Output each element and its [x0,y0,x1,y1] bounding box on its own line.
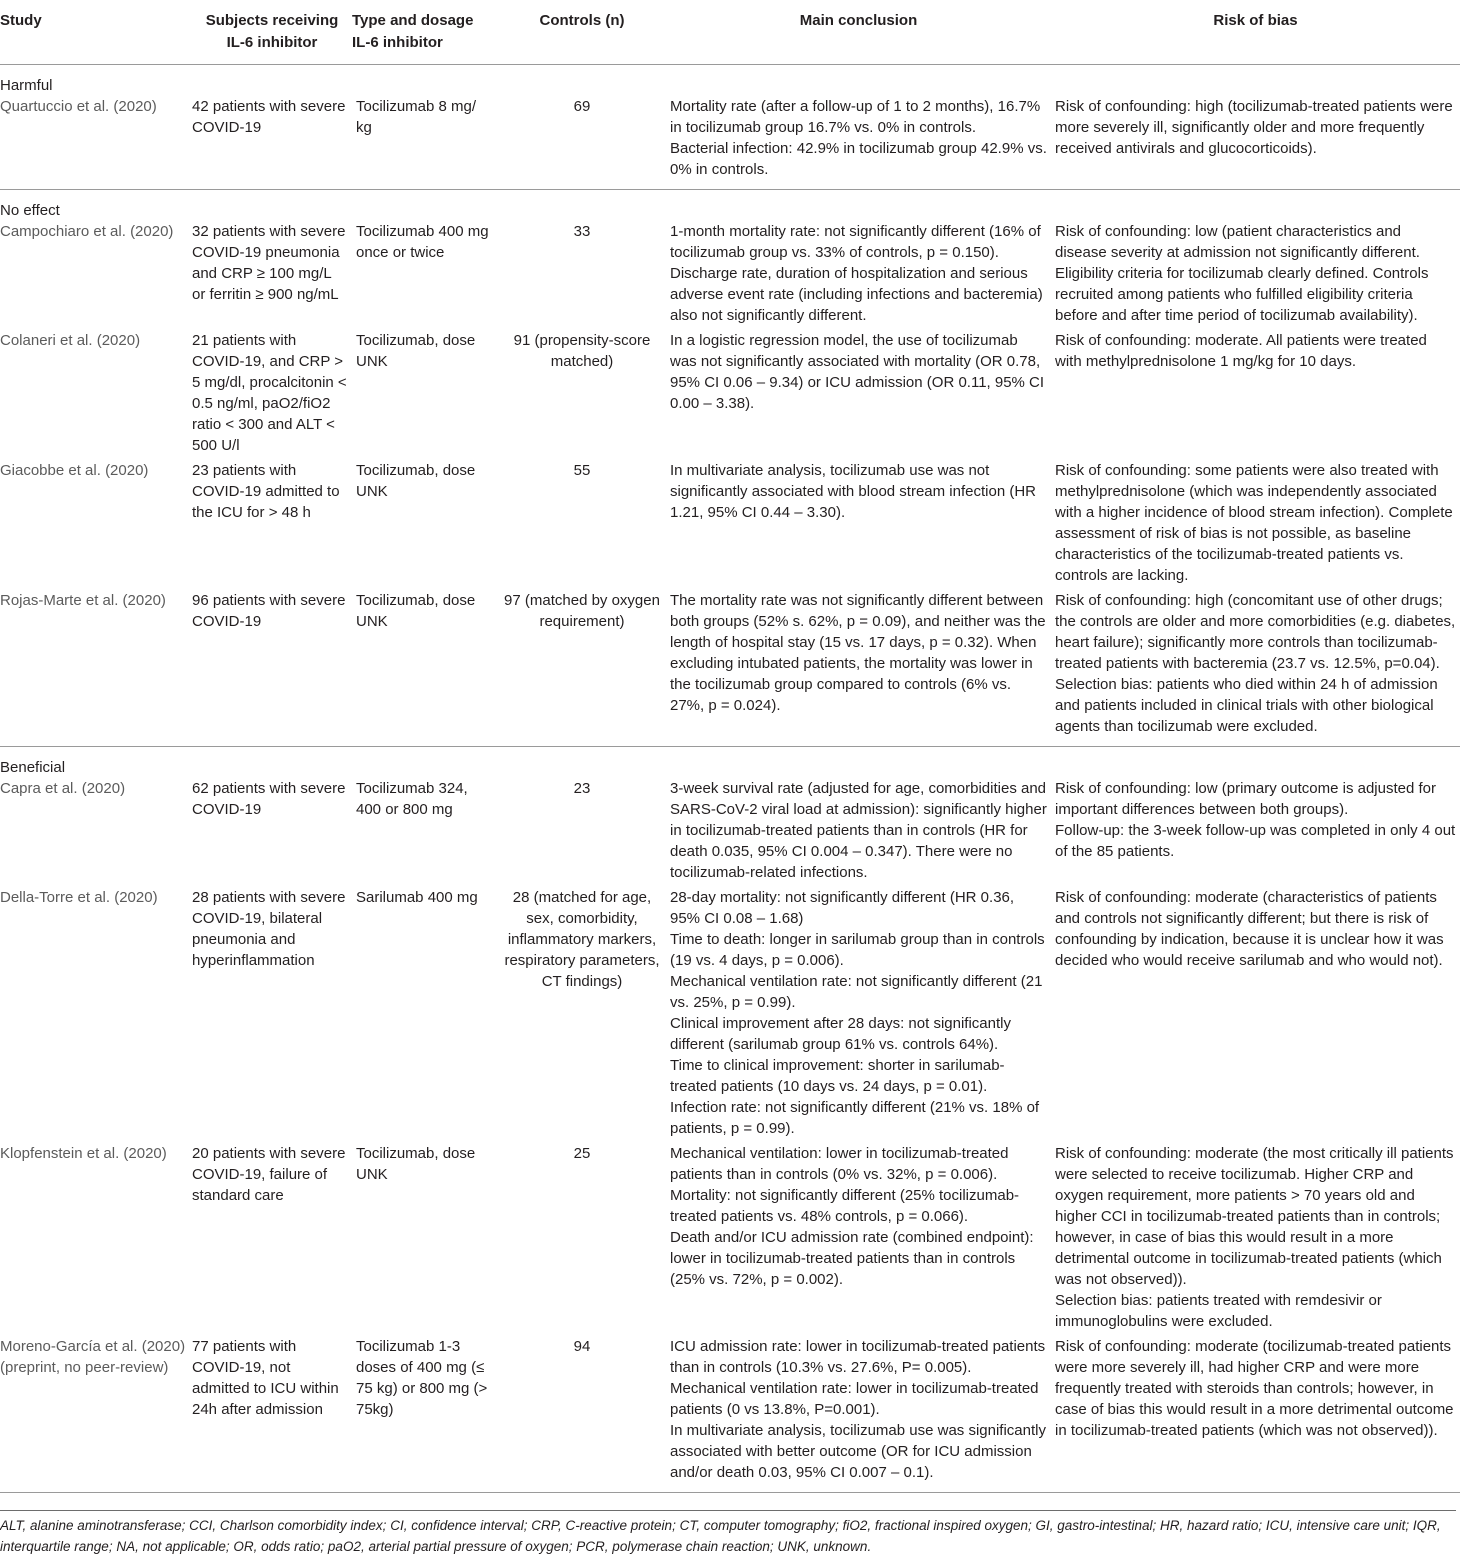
conclusion-paragraph: Clinical improvement after 28 days: not significantly different (sarilumab group 61% vs. controls 64%). [670,1015,1011,1053]
study-cell: Della-Torre et al. (2020) [0,889,158,906]
table-row [0,1336,1460,1493]
header-row [0,0,1460,65]
group-row [0,747,1460,779]
table-row [0,330,1460,460]
conclusion-paragraph: Death and/or ICU admission rate (combined endpoint): lower in tocilizumab-treated patients than in controls (25% vs. 72%, p = 0.002). [670,1229,1034,1288]
bias-cell [1051,96,1460,190]
bias-paragraph: Risk of confounding: moderate. All patients were treated with methylprednisolone 1 mg/kg for 10 days. [1055,332,1427,370]
study-cell: Capra et al. (2020) [0,780,126,797]
type-cell: Tocilizumab, dose UNK [352,590,498,747]
controls-cell: 97 (matched by oxygen requirement) [498,590,666,747]
type-cell: Tocilizumab 1-3 doses of 400 mg (≤ 75 kg) or 800 mg (> 75kg) [352,1336,498,1493]
conclusion-cell [666,1143,1051,1336]
footnote: ALT, alanine aminotransferase; CCI, Charlson comorbidity index; CI, confidence interval; CRP, C-reactive protein; CT, computer tomography; fiO2, fractional inspired oxygen; GI, gastro-intestinal; HR, hazard ratio; ICU, intensive care unit; IQR, interquartile range; NA, not applicable; OR, odds ratio; paO2, arterial partial pressure of oxygen; PCR, polymerase chain reaction; UNK, unknown. [0,1510,1456,1557]
bias-paragraph: Risk of confounding: low (patient characteristics and disease severity at admission not significantly different. Eligibility criteria for tocilizumab clearly defined. Controls recruited among patients who fulfilled eligibility criteria before and after time period of tocilizumab availability). [1055,223,1429,324]
conclusion-paragraph: ICU admission rate: lower in tocilizumab-treated patients than in controls (10.3% vs. 27.6%, P= 0.005). [670,1338,1046,1376]
type-cell: Tocilizumab, dose UNK [356,1145,476,1183]
header-conclusion: Main conclusion [666,0,1051,65]
group-label: Beneficial [0,759,66,776]
conclusion-paragraph: In multivariate analysis, tocilizumab use was not significantly associated with blood stream infection (HR 1.21, 95% CI 0.44 – 3.30). [670,462,1036,521]
controls-cell: 33 [573,223,591,240]
conclusion-paragraph: In a logistic regression model, the use of tocilizumab was not significantly associated with mortality (OR 0.78, 95% CI 0.06 – 9.34) or ICU admission (OR 0.11, 95% CI 0.00 – 3.38). [670,332,1045,412]
bias-cell [1051,1336,1460,1493]
study-cell: Moreno-García et al. (2020) (preprint, no peer-review) [0,1336,192,1493]
conclusion-paragraph: Time to death: longer in sarilumab group than in controls (19 vs. 4 days, p = 0.006). [670,931,1045,969]
type-cell: Tocilizumab 400 mg once or twice [356,223,489,261]
group-row [0,190,1460,222]
group-label: No effect [0,202,60,219]
conclusion-cell [666,330,1051,460]
controls-cell: 69 [498,96,666,190]
conclusion-paragraph: Mechanical ventilation: lower in tocilizumab-treated patients than in controls (0% vs. 32%, p = 0.006). [670,1145,1009,1183]
bias-cell [1051,778,1460,887]
conclusion-cell [666,778,1051,887]
subjects-cell: 32 patients with severe COVID-19 pneumonia and CRP ≥ 100 mg/L or ferritin ≥ 900 ng/mL [192,223,346,303]
type-cell: Tocilizumab, dose UNK [356,462,476,500]
bias-paragraph: Risk of confounding: moderate (tocilizumab-treated patients were more severely ill, had higher CRP and were more frequently treated with steroids than controls; however, in case of bias this would result in a more detrimental outcome in tocilizumab-treated patients (which was not observed)). [1055,1338,1454,1439]
table-body [0,65,1460,1493]
table-row [0,460,1460,590]
conclusion-cell [666,460,1051,590]
table-row [0,96,1460,190]
controls-cell: 91 (propensity-score matched) [513,332,651,370]
bias-paragraph: confounding by indication, because it is unclear how it was decided who would receive sarilumab and who would not). [1055,931,1444,969]
study-cell: Campochiaro et al. (2020) [0,223,174,240]
conclusion-cell [666,1336,1051,1493]
group-label: Harmful [0,77,53,94]
table-row [0,1143,1460,1336]
table-row [0,221,1460,330]
header-bias: Risk of bias [1051,0,1460,65]
study-cell: Quartuccio et al. (2020) [0,96,192,190]
conclusion-paragraph: Mechanical ventilation rate: lower in tocilizumab-treated patients (0 vs 13.8%, P=0.001). [670,1380,1039,1418]
controls-cell: 25 [573,1145,591,1162]
conclusion-paragraph: Discharge rate, duration of hospitalization and serious adverse event rate (including infections and bacteremia) also not significantly different. [670,265,1043,324]
subjects-cell: 21 patients with COVID-19, and CRP > 5 mg/dl, procalcitonin < 0.5 ng/ml, paO2/fiO2 ratio < 300 and ALT < 500 U/l [192,332,347,454]
bias-paragraph: Risk of confounding: moderate (characteristics of patients and controls not significantly different; but there is risk of [1055,889,1437,927]
subjects-cell: 23 patients with COVID-19 admitted to the ICU for > 48 h [192,462,340,521]
type-cell: Tocilizumab 324, 400 or 800 mg [356,780,468,818]
subjects-cell: 28 patients with severe COVID-19, bilateral pneumonia and hyperinflammation [192,889,346,969]
conclusion-paragraph: Mortality rate (after a follow-up of 1 to 2 months), 16.7% in tocilizumab group 16.7% vs. 0% in controls. [670,98,1041,136]
type-cell: Sarilumab 400 mg [356,889,478,906]
conclusion-cell [666,221,1051,330]
controls-cell: 28 (matched for age, sex, comorbidity, inflammatory markers, respiratory parameters, CT findings) [504,889,660,990]
table-header [0,0,1460,65]
conclusion-paragraph: 3-week survival rate (adjusted for age, comorbidities and SARS-CoV-2 viral load at admission): significantly higher in tocilizumab-treated patients than in controls (HR for death 0.035, 95% CI 0.004 – 0.347). There were no tocilizumab-related infections. [670,780,1047,881]
bias-cell [1051,330,1460,460]
bias-paragraph: Risk of confounding: some patients were also treated with methylprednisolone (which was independently associated with a higher incidence of blood stream infection). Complete assessment of risk of bias is not possible, as baseline characteristics of the tocilizumab-treated patients vs. controls are lacking. [1055,462,1453,584]
table-row [0,887,1460,1143]
table-row [0,778,1460,887]
conclusion-paragraph: In multivariate analysis, tocilizumab use was significantly associated with better outcome (OR for ICU admission and/or death 0.03, 95% CI 0.007 – 0.1). [670,1422,1046,1481]
bias-paragraph: Risk of confounding: high (concomitant use of other drugs; the controls are older and more comorbidities (e.g. diabetes, heart failure); significantly more controls than tocilizumab-treated patients with bacteremia (23.7 vs. 12.5%, p=0.04). [1055,592,1456,672]
study-cell: Klopfenstein et al. (2020) [0,1145,167,1162]
bias-paragraph: Selection bias: patients who died within 24 h of admission and patients included in clinical trials with other biological agents than tocilizumab were excluded. [1055,676,1438,735]
study-cell: Giacobbe et al. (2020) [0,462,149,479]
conclusion-paragraph: Mortality: not significantly different (25% tocilizumab-treated patients vs. 48% controls, p = 0.066). [670,1187,1020,1225]
bias-paragraph: Follow-up: the 3-week follow-up was completed in only 4 out of the 85 patients. [1055,822,1456,860]
header-controls: Controls (n) [498,0,666,65]
conclusion-cell [666,887,1051,1143]
subjects-cell: 77 patients with COVID-19, not admitted to ICU within 24h after admission [192,1336,352,1493]
header-type: Type and dosage IL-6 inhibitor [352,0,498,65]
table-row [0,590,1460,747]
type-cell: Tocilizumab 8 mg/ kg [352,96,498,190]
study-cell: Colaneri et al. (2020) [0,332,141,349]
bias-cell [1051,460,1460,590]
conclusion-paragraph: Time to clinical improvement: shorter in sarilumab-treated patients (10 days vs. 24 days, p = 0.01). [670,1057,1005,1095]
header-subjects: Subjects receiving IL-6 inhibitor [192,0,352,65]
conclusion-paragraph: Mechanical ventilation rate: not significantly different (21 vs. 25%, p = 0.99). [670,973,1043,1011]
bias-paragraph: Risk of confounding: moderate (the most critically ill patients were selected to receive tocilizumab. Higher CRP and oxygen requirement, more patients > 70 years old and higher CCI in tocilizumab-treated patients than in controls; however, in case of bias this would result in a more detrimental outcome in tocilizumab-treated patients (which was not observed)). [1055,1145,1454,1288]
bias-paragraph: Selection bias: patients treated with remdesivir or immunoglobulins were excluded. [1055,1292,1382,1330]
conclusion-cell [666,590,1051,747]
bias-paragraph: Risk of confounding: low (primary outcome is adjusted for important differences between both groups). [1055,780,1437,818]
conclusion-paragraph: Infection rate: not significantly different (21% vs. 18% of patients, p = 0.99). [670,1099,1040,1137]
group-row [0,65,1460,97]
conclusion-cell [666,96,1051,190]
conclusion-paragraph: Bacterial infection: 42.9% in tocilizumab group 42.9% vs. 0% in controls. [670,140,1047,178]
subjects-cell: 20 patients with severe COVID-19, failure of standard care [192,1145,346,1204]
bias-cell [1051,1143,1460,1336]
bias-cell [1051,221,1460,330]
conclusion-paragraph: The mortality rate was not significantly different between both groups (52% s. 62%, p = 0.09), and neither was the length of hospital stay (15 vs. 17 days, p = 0.32). When excluding intubated patients, the mortality was lower in the tocilizumab group compared to controls (6% vs. 27%, p = 0.024). [670,592,1046,714]
conclusion-paragraph: 28-day mortality: not significantly different (HR 0.36, 95% CI 0.08 – 1.68) [670,889,1015,927]
subjects-cell: 62 patients with severe COVID-19 [192,780,346,818]
header-study: Study [0,0,192,65]
controls-cell: 55 [573,462,591,479]
subjects-cell: 42 patients with severe COVID-19 [192,96,352,190]
controls-cell: 94 [498,1336,666,1493]
conclusion-paragraph: 1-month mortality rate: not significantly different (16% of tocilizumab group vs. 33% of controls, p = 0.150). [670,223,1041,261]
type-cell: Tocilizumab, dose UNK [356,332,476,370]
bias-cell [1051,887,1460,1143]
bias-paragraph: Risk of confounding: high (tocilizumab-treated patients were more severely ill, significantly older and more frequently received antivirals and glucocorticoids). [1055,98,1453,157]
controls-cell: 23 [573,780,591,797]
bias-cell [1051,590,1460,747]
subjects-cell: 96 patients with severe COVID-19 [192,590,352,747]
study-cell: Rojas-Marte et al. (2020) [0,590,192,747]
